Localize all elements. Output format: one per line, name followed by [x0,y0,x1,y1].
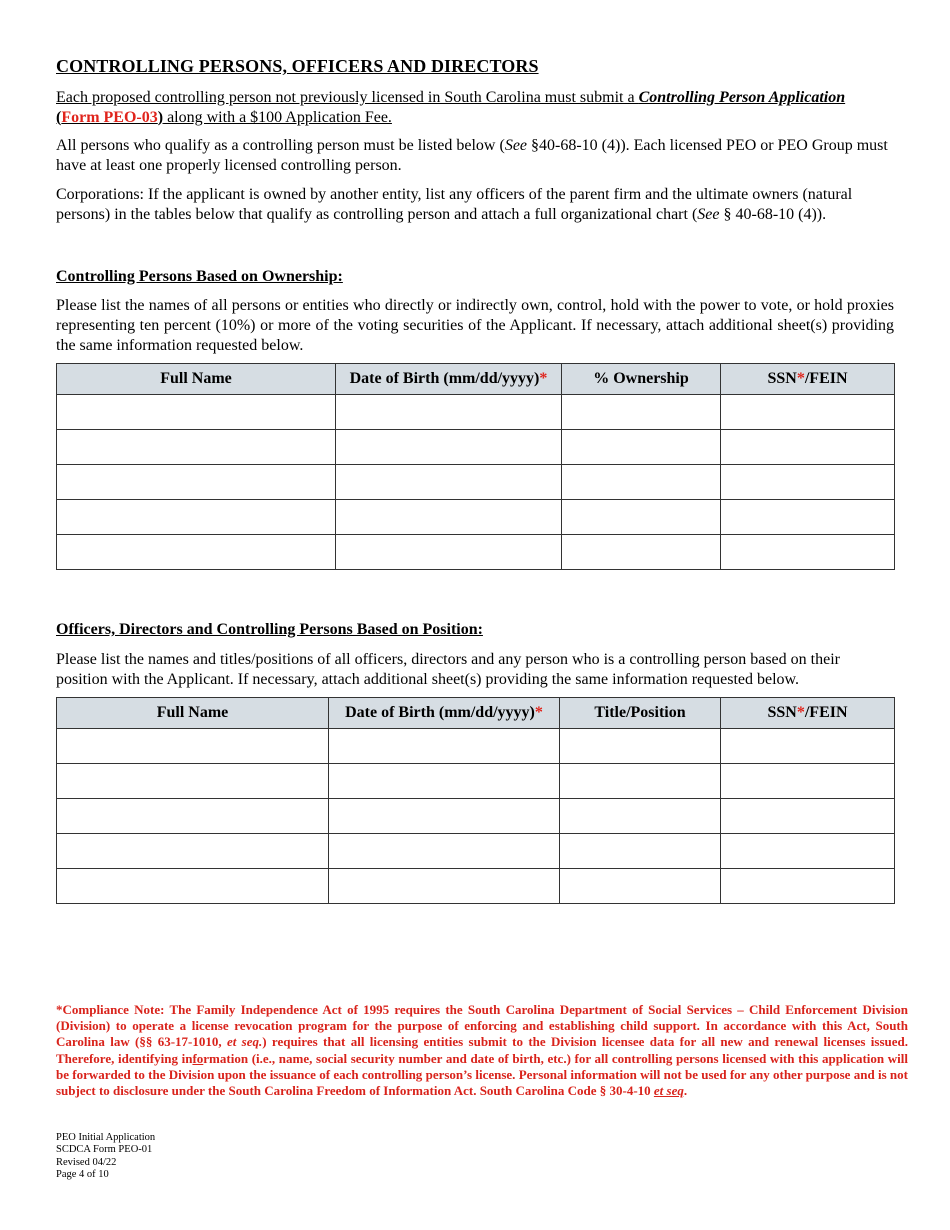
ownership-cell[interactable] [562,535,721,570]
footer-application-name: PEO Initial Application [56,1132,156,1143]
full-name-cell[interactable] [57,500,336,535]
col-ssn-fein [721,698,895,729]
col-title-position: Title/Position [560,698,721,729]
position-table [56,697,895,904]
required-asterisk: * [534,704,543,721]
compliance-end: . [683,1083,688,1099]
ownership-header-row [57,364,895,395]
required-asterisk: * [796,704,805,721]
table-row [57,395,895,430]
position-heading: Officers, Directors and Controlling Persons Based on Position: [56,621,483,638]
dob-label: Date of Birth (mm/dd/yyyy) [349,370,540,387]
compliance-note [56,1002,908,1099]
dob-label: Date of Birth (mm/dd/yyyy) [345,704,535,721]
col-ownership-percent: % Ownership [562,364,721,395]
ssn-fein-cell[interactable] [721,500,895,535]
compliance-text-underlined: fo [192,1050,204,1066]
compliance-text: rmation (i.e., name, social security number and date of birth, etc.) for all controlling persons licensed with this application will be forwarded to the Division upon the issuance of each controlling person’s license. Personal information will not be used for any other purpose and is not subject to disclosure under the South Carolina Freedom of Information Act. South Carolina Code § 30-4-10 [56,1050,908,1099]
ownership-cell[interactable] [562,395,721,430]
dob-cell[interactable] [329,764,560,799]
title-position-cell[interactable] [560,834,721,869]
all-persons-text-end: §40-68-10 (4)). Each licensed PEO or PEO Group must have at least one properly licensed controlling person. [56,137,888,174]
required-asterisk: * [539,370,548,387]
ssn-label: SSN [767,370,797,387]
compliance-text: *Compliance Note: The Family Independence Act of 1995 requires the South Carolina Department of Social Services – Child Enforcement Division (Division) to operate a license revocation program for the purpose of enforcing and establishing child support. In accordance with this Act, South Carolina law (§§ 63-17-1010, [56,1002,908,1050]
table-row [57,834,895,869]
compliance-text: ) requires that all licensing entities submit to the Division licensee data for all new and renewal licenses issued. Therefore, identifying in [56,1034,908,1066]
intro-paragraph [56,88,894,128]
table-row [57,500,895,535]
dob-cell[interactable] [336,500,562,535]
title-position-cell[interactable] [560,764,721,799]
fein-label: /FEIN [804,370,848,387]
full-name-cell[interactable] [57,395,336,430]
ownership-table [56,363,895,570]
see-ref: See [504,137,528,154]
dob-cell[interactable] [336,430,562,465]
col-ssn-fein [721,364,895,395]
dob-cell[interactable] [329,799,560,834]
paren-close: ) [157,109,164,126]
dob-cell[interactable] [329,834,560,869]
title-position-cell[interactable] [560,869,721,904]
position-header-row [57,698,895,729]
all-persons-paragraph [56,136,894,176]
full-name-cell[interactable] [57,764,329,799]
form-peo-03-link[interactable]: Form PEO-03 [61,109,158,126]
ownership-cell[interactable] [562,500,721,535]
col-date-of-birth [329,698,560,729]
position-instructions: Please list the names and titles/positions of all officers, directors and any person who is a controlling person based on their position with the Applicant. If necessary, attach additional sheet(s) providing the same information requested below. [56,651,840,688]
full-name-cell[interactable] [57,869,329,904]
see-ref: See [697,206,720,223]
page-footer [56,1132,155,1182]
full-name-cell[interactable] [57,430,336,465]
title-position-cell[interactable] [560,799,721,834]
dob-cell[interactable] [336,395,562,430]
col-full-name: Full Name [57,364,336,395]
intro-text: Each proposed controlling person not previously licensed in South Carolina must submit a [56,89,639,106]
full-name-cell[interactable] [57,834,329,869]
ownership-cell[interactable] [562,465,721,500]
dob-cell[interactable] [336,535,562,570]
footer-form-number: SCDCA Form PEO-01 [56,1144,153,1156]
et-seq-underlined: et seq [653,1083,684,1099]
footer-page-number: Page 4 of 10 [56,1169,109,1181]
footer-revision: Revised 04/22 [56,1156,117,1168]
ssn-fein-cell[interactable] [721,764,895,799]
ssn-fein-cell[interactable] [721,834,895,869]
intro-fee-text: along with a $100 Application Fee. [163,109,392,126]
dob-cell[interactable] [336,465,562,500]
ssn-fein-cell[interactable] [721,465,895,500]
title-position-cell[interactable] [560,729,721,764]
col-full-name: Full Name [57,698,329,729]
ownership-cell[interactable] [562,430,721,465]
ssn-fein-cell[interactable] [721,430,895,465]
table-row [57,869,895,904]
full-name-cell[interactable] [57,799,329,834]
fein-label: /FEIN [804,704,848,721]
full-name-cell[interactable] [57,465,336,500]
table-row [57,729,895,764]
table-row [57,430,895,465]
col-date-of-birth [336,364,562,395]
paren-open: ( [56,109,62,126]
full-name-cell[interactable] [57,535,336,570]
et-seq: et seq. [226,1034,263,1050]
required-asterisk: * [796,370,805,387]
ssn-fein-cell[interactable] [721,729,895,764]
ownership-instructions: Please list the names of all persons or entities who directly or indirectly own, control, hold with the power to vote, or hold proxies representing ten percent (10%) or more of the voting securities of the Applicant. If necessary, attach additional sheet(s) providing the same information requested below. [56,297,894,354]
corporations-paragraph [56,185,894,225]
table-row [57,535,895,570]
corporations-text: Corporations: If the applicant is owned by another entity, list any officers of the parent firm and the ultimate owners (natural persons) in the tables below that qualify as controlling person and attach a full organizational chart ( [56,186,853,223]
ownership-heading: Controlling Persons Based on Ownership: [56,268,343,285]
corporations-text-end: § 40-68-10 (4)). [719,206,827,223]
ssn-fein-cell[interactable] [721,799,895,834]
controlling-person-application-link[interactable]: Controlling Person Application [638,89,846,106]
ssn-fein-cell[interactable] [721,869,895,904]
dob-cell[interactable] [329,869,560,904]
ssn-fein-cell[interactable] [721,395,895,430]
table-row [57,799,895,834]
table-row [57,764,895,799]
ssn-label: SSN [767,704,797,721]
full-name-cell[interactable] [57,729,329,764]
dob-cell[interactable] [329,729,560,764]
all-persons-text: All persons who qualify as a controlling person must be listed below ( [56,137,505,154]
ssn-fein-cell[interactable] [721,535,895,570]
section-title: CONTROLLING PERSONS, OFFICERS AND DIRECTORS [56,56,539,76]
table-row [57,465,895,500]
